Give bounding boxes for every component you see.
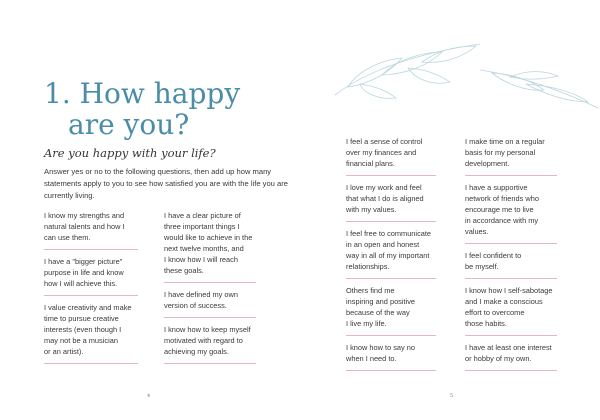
statement-item: I value creativity and make time to pursue creative interests (even though I may not be a musician or an artist). [44, 302, 138, 364]
intro-paragraph: Answer yes or no to the following questions, then add up how many statements apply to you to see how satisfied you are with the life you are currently living. [44, 167, 288, 200]
statement-item: I know my strengths and natural talents and how I can use them. [44, 210, 138, 250]
statement-item: I have a "bigger picture" purpose in life and know how I will achieve this. [44, 256, 138, 296]
statement-column-c [346, 136, 436, 377]
statement-item: I know how to say no when I need to. [346, 342, 436, 371]
statement-item: I know how to keep myself motivated with regard to achieving my goals. [164, 324, 256, 364]
statement-item: I have a supportive network of friends who encourage me to live in accordance with my values. [465, 182, 557, 244]
statement-item: I feel a sense of control over my finances and financial plans. [346, 136, 436, 176]
statement-item: I feel confident to be myself. [465, 250, 557, 279]
statement-item: Others find me inspiring and positive because of the way I live my life. [346, 285, 436, 336]
statement-column-d [465, 136, 557, 377]
statement-item: I know how I self-sabotage and I make a conscious effort to overcome those habits. [465, 285, 557, 336]
statement-item: I have defined my own version of success. [164, 289, 256, 318]
statement-item: I make time on a regular basis for my personal development. [465, 136, 557, 176]
page-number-right: 5 [450, 393, 454, 399]
statement-column-a [44, 210, 138, 370]
statement-item: I have at least one interest or hobby of my own. [465, 342, 557, 371]
section-subtitle: Are you happy with your life? [44, 146, 216, 160]
page-number-left: 4 [147, 393, 151, 399]
chapter-title-line-2: are you? [68, 108, 190, 141]
statement-item: I feel free to communicate in an open and honest way in all of my important relationships. [346, 228, 436, 279]
statement-item: I have a clear picture of three important things I would like to achieve in the next twelve months, and I know how I will reach these goals. [164, 210, 256, 283]
statement-column-b [164, 210, 256, 370]
statement-item: I love my work and feel that what I do is aligned with my values. [346, 182, 436, 222]
chapter-title [44, 78, 240, 140]
leaf-illustration [330, 40, 600, 110]
chapter-title-line-1: 1. How happy [44, 77, 241, 110]
